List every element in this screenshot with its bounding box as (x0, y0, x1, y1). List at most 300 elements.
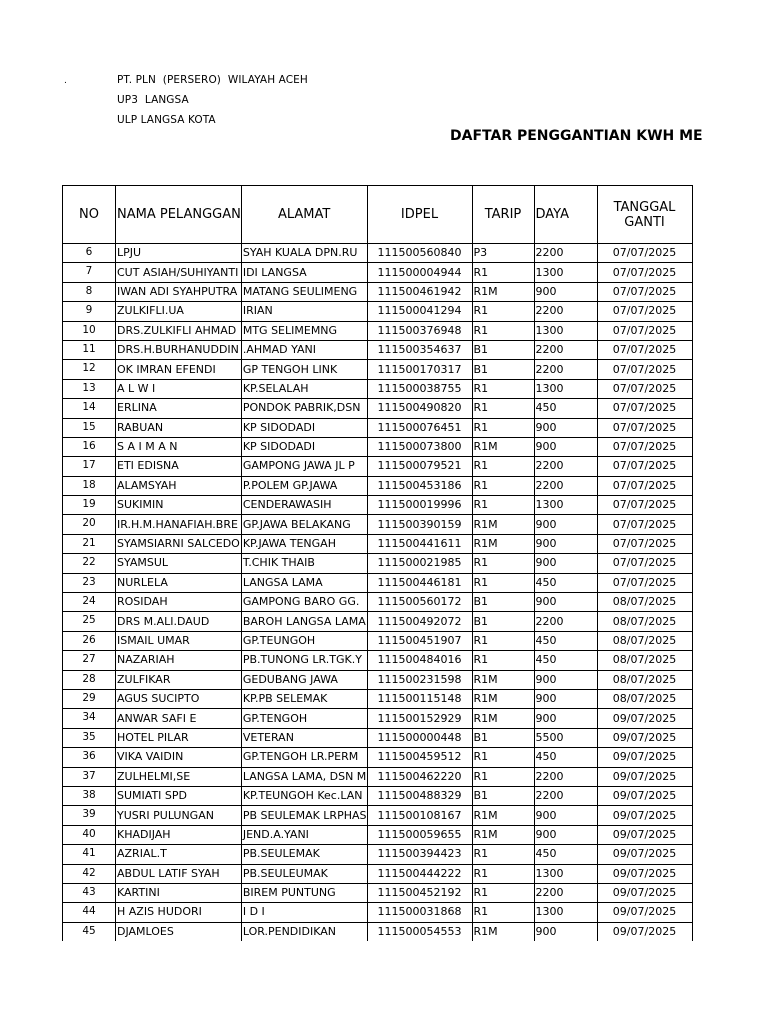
cell-tarip: R1M (472, 534, 534, 553)
cell-alamat: GP TENGOH LINK (241, 360, 367, 379)
cell-tarip: R1M (472, 670, 534, 689)
cell-tanggal: 09/07/2025 (597, 922, 692, 941)
table-row (63, 282, 693, 301)
cell-daya: 450 (534, 845, 597, 864)
cell-daya: 2200 (534, 457, 597, 476)
table-row (63, 515, 693, 534)
cell-nama: ZULKIFLI.UA (116, 302, 242, 321)
header-tarip: TARIP (472, 186, 534, 244)
cell-no: 14 (63, 399, 116, 418)
cell-tarip: R1 (472, 767, 534, 786)
cell-daya: 450 (534, 631, 597, 650)
cell-alamat: I D I (241, 903, 367, 922)
table-header-row (63, 186, 693, 244)
cell-idpel: 111500059655 (367, 825, 472, 844)
cell-daya: 2200 (534, 360, 597, 379)
cell-tarip: R1 (472, 845, 534, 864)
cell-nama: KARTINI (116, 883, 242, 902)
cell-nama: SUKIMIN (116, 496, 242, 515)
cell-idpel: 111500108167 (367, 806, 472, 825)
cell-tanggal: 07/07/2025 (597, 244, 692, 263)
cell-tanggal: 07/07/2025 (597, 302, 692, 321)
cell-tarip: R1 (472, 476, 534, 495)
table-row (63, 476, 693, 495)
cell-tanggal: 09/07/2025 (597, 806, 692, 825)
cell-nama: RABUAN (116, 418, 242, 437)
cell-alamat: GEDUBANG JAWA (241, 670, 367, 689)
cell-idpel: 111500441611 (367, 534, 472, 553)
table-row (63, 379, 693, 398)
cell-no: 29 (63, 689, 116, 708)
cell-daya: 900 (534, 554, 597, 573)
cell-tarip: R1 (472, 631, 534, 650)
cell-tanggal: 09/07/2025 (597, 748, 692, 767)
cell-idpel: 111500484016 (367, 651, 472, 670)
cell-tanggal: 08/07/2025 (597, 631, 692, 650)
cell-daya: 900 (534, 806, 597, 825)
cell-alamat: KP.TEUNGOH Kec.LAN (241, 786, 367, 805)
cell-daya: 2200 (534, 786, 597, 805)
cell-tarip: B1 (472, 340, 534, 359)
cell-idpel: 111500021985 (367, 554, 472, 573)
cell-tarip: R1 (472, 554, 534, 573)
replacement-table (62, 185, 693, 941)
cell-nama: YUSRI PULUNGAN (116, 806, 242, 825)
table-row (63, 244, 693, 263)
cell-no: 39 (63, 806, 116, 825)
cell-tarip: B1 (472, 360, 534, 379)
cell-no: 37 (63, 767, 116, 786)
cell-nama: SUMIATI SPD (116, 786, 242, 805)
table-row (63, 631, 693, 650)
cell-alamat: KP.SELALAH (241, 379, 367, 398)
cell-tarip: R1 (472, 573, 534, 592)
table-row (63, 496, 693, 515)
cell-nama: KHADIJAH (116, 825, 242, 844)
header-idpel: IDPEL (367, 186, 472, 244)
cell-nama: NAZARIAH (116, 651, 242, 670)
table-row (63, 360, 693, 379)
cell-alamat: T.CHIK THAIB (241, 554, 367, 573)
cell-tarip: R1 (472, 399, 534, 418)
cell-idpel: 111500560172 (367, 593, 472, 612)
table-row (63, 903, 693, 922)
cell-nama: ALAMSYAH (116, 476, 242, 495)
cell-alamat: PONDOK PABRIK,DSN (241, 399, 367, 418)
table-row (63, 922, 693, 941)
cell-alamat: GAMPONG JAWA JL P (241, 457, 367, 476)
cell-nama: DRS M.ALI.DAUD (116, 612, 242, 631)
cell-tarip: R1M (472, 709, 534, 728)
cell-daya: 900 (534, 418, 597, 437)
cell-tarip: R1 (472, 418, 534, 437)
cell-tarip: R1 (472, 457, 534, 476)
cell-tanggal: 08/07/2025 (597, 593, 692, 612)
cell-tarip: R1M (472, 825, 534, 844)
cell-tanggal: 08/07/2025 (597, 670, 692, 689)
cell-alamat: VETERAN (241, 728, 367, 747)
cell-tarip: R1M (472, 437, 534, 456)
cell-tarip: B1 (472, 593, 534, 612)
cell-alamat: KP.JAWA TENGAH (241, 534, 367, 553)
cell-alamat: GP.TENGOH (241, 709, 367, 728)
cell-alamat: KP SIDODADI (241, 418, 367, 437)
table-row (63, 767, 693, 786)
cell-tanggal: 07/07/2025 (597, 554, 692, 573)
cell-tanggal: 07/07/2025 (597, 476, 692, 495)
cell-daya: 2200 (534, 883, 597, 902)
cell-tarip: B1 (472, 612, 534, 631)
cell-daya: 2200 (534, 767, 597, 786)
cell-alamat: GP.TENGOH LR.PERM (241, 748, 367, 767)
cell-daya: 2200 (534, 476, 597, 495)
cell-no: 42 (63, 864, 116, 883)
cell-no: 10 (63, 321, 116, 340)
cell-alamat: MATANG SEULIMENG (241, 282, 367, 301)
cell-nama: ZULHELMI,SE (116, 767, 242, 786)
cell-idpel: 111500000448 (367, 728, 472, 747)
stray-mark: . (64, 76, 67, 86)
cell-nama: DRS.ZULKIFLI AHMAD (116, 321, 242, 340)
cell-tanggal: 07/07/2025 (597, 360, 692, 379)
cell-nama: CUT ASIAH/SUHIYANTI (116, 263, 242, 282)
header-alamat: ALAMAT (241, 186, 367, 244)
cell-tarip: R1 (472, 321, 534, 340)
table-row (63, 786, 693, 805)
cell-idpel: 111500073800 (367, 437, 472, 456)
cell-tanggal: 08/07/2025 (597, 651, 692, 670)
table-row (63, 554, 693, 573)
cell-tanggal: 09/07/2025 (597, 825, 692, 844)
cell-no: 45 (63, 922, 116, 941)
cell-idpel: 111500390159 (367, 515, 472, 534)
cell-alamat: IRIAN (241, 302, 367, 321)
cell-nama: ISMAIL UMAR (116, 631, 242, 650)
table-row (63, 593, 693, 612)
cell-nama: AGUS SUCIPTO (116, 689, 242, 708)
cell-no: 16 (63, 437, 116, 456)
cell-daya: 900 (534, 282, 597, 301)
cell-no: 43 (63, 883, 116, 902)
cell-no: 36 (63, 748, 116, 767)
cell-tarip: R1 (472, 864, 534, 883)
cell-daya: 2200 (534, 244, 597, 263)
header-daya: DAYA (534, 186, 597, 244)
cell-nama: AZRIAL.T (116, 845, 242, 864)
cell-tanggal: 07/07/2025 (597, 263, 692, 282)
cell-nama: LPJU (116, 244, 242, 263)
cell-alamat: GAMPONG BARO GG. (241, 593, 367, 612)
cell-alamat: .AHMAD YANI (241, 340, 367, 359)
cell-tanggal: 09/07/2025 (597, 709, 692, 728)
cell-no: 17 (63, 457, 116, 476)
cell-daya: 900 (534, 670, 597, 689)
cell-tanggal: 07/07/2025 (597, 534, 692, 553)
cell-alamat: IDI LANGSA (241, 263, 367, 282)
cell-tanggal: 07/07/2025 (597, 573, 692, 592)
cell-daya: 2200 (534, 340, 597, 359)
cell-idpel: 111500152929 (367, 709, 472, 728)
cell-tanggal: 07/07/2025 (597, 515, 692, 534)
cell-no: 27 (63, 651, 116, 670)
cell-no: 19 (63, 496, 116, 515)
cell-nama: SYAMSUL (116, 554, 242, 573)
cell-idpel: 111500488329 (367, 786, 472, 805)
cell-tarip: R1 (472, 302, 534, 321)
unit-name: UP3 LANGSA (117, 94, 189, 106)
cell-idpel: 111500019996 (367, 496, 472, 515)
cell-tanggal: 07/07/2025 (597, 496, 692, 515)
table-row (63, 728, 693, 747)
cell-daya: 5500 (534, 728, 597, 747)
cell-no: 12 (63, 360, 116, 379)
cell-daya: 900 (534, 437, 597, 456)
cell-idpel: 111500354637 (367, 340, 472, 359)
cell-tanggal: 09/07/2025 (597, 786, 692, 805)
cell-nama: DJAMLOES (116, 922, 242, 941)
table-row (63, 806, 693, 825)
cell-no: 13 (63, 379, 116, 398)
table-row (63, 825, 693, 844)
header-no: NO (63, 186, 116, 244)
cell-alamat: MTG SELIMEMNG (241, 321, 367, 340)
cell-tarip: R1M (472, 515, 534, 534)
cell-alamat: PB.TUNONG LR.TGK.Y (241, 651, 367, 670)
table-row (63, 883, 693, 902)
cell-idpel: 111500560840 (367, 244, 472, 263)
cell-no: 35 (63, 728, 116, 747)
cell-tarip: B1 (472, 786, 534, 805)
cell-idpel: 111500004944 (367, 263, 472, 282)
cell-daya: 900 (534, 534, 597, 553)
cell-nama: ANWAR SAFI E (116, 709, 242, 728)
cell-nama: S A I M A N (116, 437, 242, 456)
cell-idpel: 111500444222 (367, 864, 472, 883)
cell-daya: 1300 (534, 864, 597, 883)
cell-daya: 900 (534, 825, 597, 844)
table-row (63, 670, 693, 689)
cell-alamat: P.POLEM GP.JAWA (241, 476, 367, 495)
cell-tanggal: 07/07/2025 (597, 399, 692, 418)
cell-tarip: R1M (472, 282, 534, 301)
cell-idpel: 111500492072 (367, 612, 472, 631)
table-row (63, 399, 693, 418)
cell-no: 24 (63, 593, 116, 612)
table-row (63, 302, 693, 321)
cell-daya: 1300 (534, 496, 597, 515)
cell-tanggal: 09/07/2025 (597, 728, 692, 747)
table-row (63, 845, 693, 864)
cell-no: 26 (63, 631, 116, 650)
cell-no: 25 (63, 612, 116, 631)
cell-nama: VIKA VAIDIN (116, 748, 242, 767)
cell-alamat: GP.TEUNGOH (241, 631, 367, 650)
cell-no: 21 (63, 534, 116, 553)
cell-alamat: BIREM PUNTUNG (241, 883, 367, 902)
cell-no: 23 (63, 573, 116, 592)
header-tanggal-ganti: TANGGAL GANTI (597, 186, 692, 244)
cell-nama: OK IMRAN EFENDI (116, 360, 242, 379)
company-name: PT. PLN (PERSERO) WILAYAH ACEH (117, 74, 308, 86)
cell-no: 22 (63, 554, 116, 573)
cell-idpel: 111500170317 (367, 360, 472, 379)
cell-tanggal: 09/07/2025 (597, 767, 692, 786)
cell-idpel: 111500038755 (367, 379, 472, 398)
cell-no: 11 (63, 340, 116, 359)
cell-no: 20 (63, 515, 116, 534)
cell-idpel: 111500376948 (367, 321, 472, 340)
cell-alamat: PB.SEULEUMAK (241, 864, 367, 883)
cell-tanggal: 09/07/2025 (597, 903, 692, 922)
table-row (63, 340, 693, 359)
cell-daya: 900 (534, 709, 597, 728)
cell-no: 34 (63, 709, 116, 728)
cell-tanggal: 07/07/2025 (597, 379, 692, 398)
cell-idpel: 111500459512 (367, 748, 472, 767)
cell-daya: 2200 (534, 302, 597, 321)
cell-alamat: CENDERAWASIH (241, 496, 367, 515)
cell-tarip: R1 (472, 496, 534, 515)
table-row (63, 573, 693, 592)
document-title: DAFTAR PENGGANTIAN KWH ME (450, 128, 703, 144)
table-body (63, 244, 693, 942)
cell-idpel: 111500054553 (367, 922, 472, 941)
cell-tanggal: 09/07/2025 (597, 883, 692, 902)
table-row (63, 437, 693, 456)
cell-tarip: R1 (472, 883, 534, 902)
cell-tarip: R1M (472, 806, 534, 825)
cell-tarip: B1 (472, 728, 534, 747)
cell-idpel: 111500452192 (367, 883, 472, 902)
cell-tanggal: 08/07/2025 (597, 612, 692, 631)
cell-idpel: 111500461942 (367, 282, 472, 301)
cell-idpel: 111500076451 (367, 418, 472, 437)
cell-tarip: R1M (472, 689, 534, 708)
cell-no: 18 (63, 476, 116, 495)
cell-idpel: 111500462220 (367, 767, 472, 786)
table-row (63, 321, 693, 340)
cell-nama: H AZIS HUDORI (116, 903, 242, 922)
cell-alamat: SYAH KUALA DPN.RU (241, 244, 367, 263)
cell-daya: 450 (534, 748, 597, 767)
cell-alamat: KP SIDODADI (241, 437, 367, 456)
cell-alamat: KP.PB SELEMAK (241, 689, 367, 708)
cell-daya: 900 (534, 922, 597, 941)
cell-no: 38 (63, 786, 116, 805)
cell-daya: 2200 (534, 612, 597, 631)
cell-idpel: 111500031868 (367, 903, 472, 922)
cell-nama: DRS.H.BURHANUDDIN (116, 340, 242, 359)
table-row (63, 418, 693, 437)
table-row (63, 534, 693, 553)
cell-idpel: 111500446181 (367, 573, 472, 592)
cell-tanggal: 09/07/2025 (597, 864, 692, 883)
cell-alamat: LOR.PENDIDIKAN (241, 922, 367, 941)
cell-alamat: LANGSA LAMA, DSN M (241, 767, 367, 786)
cell-nama: A L W I (116, 379, 242, 398)
cell-alamat: BAROH LANGSA LAMA (241, 612, 367, 631)
cell-tarip: R1 (472, 263, 534, 282)
cell-no: 40 (63, 825, 116, 844)
table-row (63, 864, 693, 883)
cell-no: 6 (63, 244, 116, 263)
cell-tanggal: 08/07/2025 (597, 689, 692, 708)
table-row (63, 748, 693, 767)
cell-tanggal: 07/07/2025 (597, 418, 692, 437)
cell-no: 7 (63, 263, 116, 282)
cell-tanggal: 07/07/2025 (597, 282, 692, 301)
cell-tarip: R1 (472, 748, 534, 767)
cell-daya: 450 (534, 399, 597, 418)
cell-daya: 450 (534, 573, 597, 592)
cell-alamat: GP.JAWA BELAKANG (241, 515, 367, 534)
office-name: ULP LANGSA KOTA (117, 114, 216, 126)
cell-alamat: LANGSA LAMA (241, 573, 367, 592)
header-nama-pelanggan: NAMA PELANGGAN (116, 186, 242, 244)
cell-tarip: P3 (472, 244, 534, 263)
cell-nama: ETI EDISNA (116, 457, 242, 476)
cell-nama: HOTEL PILAR (116, 728, 242, 747)
table-row (63, 709, 693, 728)
cell-daya: 1300 (534, 379, 597, 398)
table-row (63, 689, 693, 708)
cell-nama: ROSIDAH (116, 593, 242, 612)
cell-nama: IWAN ADI SYAHPUTRA (116, 282, 242, 301)
cell-idpel: 111500079521 (367, 457, 472, 476)
cell-tanggal: 07/07/2025 (597, 321, 692, 340)
cell-idpel: 111500231598 (367, 670, 472, 689)
cell-tanggal: 09/07/2025 (597, 845, 692, 864)
cell-idpel: 111500394423 (367, 845, 472, 864)
cell-daya: 900 (534, 515, 597, 534)
cell-daya: 450 (534, 651, 597, 670)
cell-idpel: 111500115148 (367, 689, 472, 708)
cell-no: 8 (63, 282, 116, 301)
cell-daya: 1300 (534, 263, 597, 282)
cell-tarip: R1 (472, 651, 534, 670)
cell-idpel: 111500041294 (367, 302, 472, 321)
cell-no: 28 (63, 670, 116, 689)
cell-idpel: 111500453186 (367, 476, 472, 495)
cell-nama: ZULFIKAR (116, 670, 242, 689)
cell-no: 15 (63, 418, 116, 437)
cell-alamat: PB SEULEMAK LRPHAS (241, 806, 367, 825)
cell-tarip: R1M (472, 922, 534, 941)
cell-no: 41 (63, 845, 116, 864)
cell-alamat: PB.SEULEMAK (241, 845, 367, 864)
cell-no: 44 (63, 903, 116, 922)
table-row (63, 651, 693, 670)
cell-idpel: 111500490820 (367, 399, 472, 418)
cell-nama: NURLELA (116, 573, 242, 592)
cell-daya: 1300 (534, 903, 597, 922)
cell-tanggal: 07/07/2025 (597, 457, 692, 476)
table-row (63, 263, 693, 282)
cell-alamat: JEND.A.YANI (241, 825, 367, 844)
cell-daya: 1300 (534, 321, 597, 340)
cell-nama: ABDUL LATIF SYAH (116, 864, 242, 883)
cell-nama: IR.H.M.HANAFIAH.BRE (116, 515, 242, 534)
cell-daya: 900 (534, 689, 597, 708)
cell-idpel: 111500451907 (367, 631, 472, 650)
cell-nama: SYAMSIARNI SALCEDO (116, 534, 242, 553)
cell-tarip: R1 (472, 903, 534, 922)
cell-daya: 900 (534, 593, 597, 612)
cell-tanggal: 07/07/2025 (597, 437, 692, 456)
table-row (63, 612, 693, 631)
cell-tanggal: 07/07/2025 (597, 340, 692, 359)
table-row (63, 457, 693, 476)
